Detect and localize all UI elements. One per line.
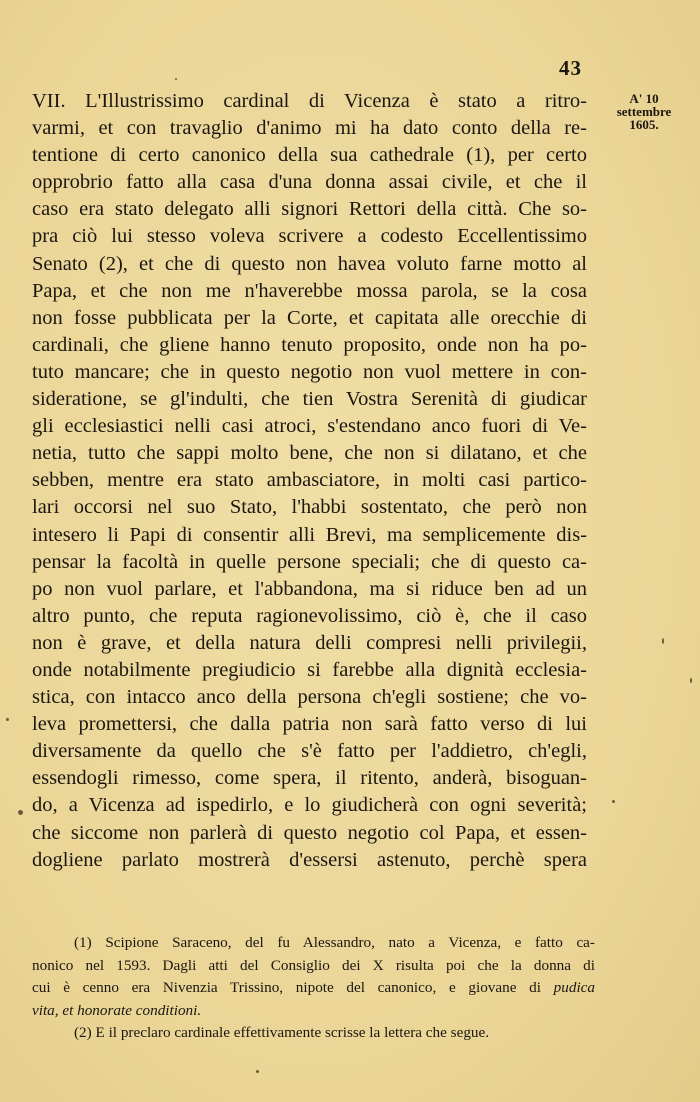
- footnotes: [32, 932, 595, 1045]
- body-line: cardinali, che gliene hanno tenuto proposito, onde non ha po-: [32, 333, 587, 356]
- body-line: pra ciò lui stesso voleva scrivere a codesto Eccellentissimo: [32, 225, 587, 248]
- footnote-1-italic: pudica: [553, 979, 595, 996]
- body-line: essendogli rimesso, come spera, il ritento, anderà, bisoguan-: [32, 767, 587, 790]
- margin-note-line: 1605.: [629, 117, 659, 132]
- body-line: Papa, et che non me n'haverebbe mossa parola, se la cosa: [32, 279, 587, 302]
- body-line: intesero li Papi di consentir alli Brevi, ma semplicemente dis-: [32, 523, 587, 546]
- margin-note-line: A' 10: [629, 91, 659, 106]
- margin-note-date: [594, 92, 694, 131]
- paper-speck: [690, 678, 692, 683]
- footnote-1-line: [32, 1000, 595, 1023]
- paper-speck: [6, 718, 9, 721]
- footnote-1-line: (1) Scipione Saraceno, del fu Alessandro, nato a Vicenza, e fatto ca-: [74, 934, 595, 951]
- body-line: sideratione, se gl'indulti, che tien Vostra Serenità di giudicar: [32, 388, 587, 411]
- body-line: netia, tutto che sappi molto bene, che non si dilatano, et che: [32, 442, 587, 465]
- body-line: diversamente da quello che s'è fatto per l'addietro, ch'egli,: [32, 740, 587, 763]
- body-line: sebben, mentre era stato ambasciatore, in molti casi partico-: [32, 469, 587, 492]
- footnote-1-line: [32, 977, 595, 1000]
- body-line: tentione di certo canonico della sua cathedrale (1), per certo: [32, 144, 587, 167]
- body-line: leva promettersi, che dalla patria non sarà fatto verso di lui: [32, 713, 587, 736]
- body-line: gli ecclesiastici nelli casi atroci, s'estendano anco fuori di Ve-: [32, 415, 587, 438]
- body-line: do, a Vicenza ad ispedirlo, e lo giudicherà con ogni severità;: [32, 794, 587, 817]
- body-line: non fosse pubblicata per la Corte, et capitata alle orecchie di: [32, 306, 587, 329]
- paper-speck: [18, 810, 23, 815]
- body-line: po non vuol parlare, et l'abbandona, ma si riduce ben ad un: [32, 577, 587, 600]
- footnote-1-text: cui è cenno era Nivenzia Trissino, nipote del canonico, e giovane di: [32, 979, 554, 996]
- body-line: caso era stato delegato alli signori Rettori della città. Che so-: [32, 198, 587, 221]
- body-line: onde notabilmente pregiudicio si farebbe alla dignità ecclesia-: [32, 658, 587, 681]
- body-line: stica, con intacco anco della persona ch'egli sostiene; che vo-: [32, 686, 587, 709]
- body-line: pensar la facoltà in quelle persone speciali; che di questo ca-: [32, 550, 587, 573]
- footnote-1-line: nonico nel 1593. Dagli atti del Consiglio dei X risulta poi che la donna di: [32, 956, 595, 974]
- body-line: varmi, et con travaglio d'animo mi ha dato conto della re-: [32, 117, 587, 140]
- body-line: tuto mancare; che in questo negotio non vuol mettere in con-: [32, 360, 587, 383]
- body-line: opprobrio fatto alla casa d'una donna assai civile, et che il: [32, 171, 587, 194]
- body-line: non è grave, et della natura delli compresi nelli privilegii,: [32, 631, 587, 654]
- footnote-1-italic: vita, et honorate conditioni.: [32, 1001, 202, 1019]
- margin-note-line: settembre: [616, 104, 672, 119]
- paper-speck: [175, 78, 177, 80]
- body-line: Senato (2), et che di questo non havea voluto farne motto al: [32, 252, 587, 275]
- body-line: VII. L'Illustrissimo cardinal di Vicenza è stato a ritro-: [32, 90, 587, 112]
- paper-speck: [662, 638, 664, 644]
- paper-speck: [256, 1070, 259, 1073]
- body-line: dogliene parlato mostrerà d'essersi astenuto, perchè spera: [32, 848, 587, 871]
- body-line: altro punto, che reputa ragionevolissimo, ciò è, che il caso: [32, 604, 587, 627]
- body-line: lari occorsi nel suo Stato, l'habbi sostentato, che però non: [32, 496, 587, 519]
- body-line: che siccome non parlerà di questo negotio col Papa, et essen-: [32, 821, 587, 844]
- page-number: 43: [559, 56, 582, 80]
- body-text: [32, 88, 587, 874]
- footnote-2: (2) E il preclaro cardinale effettivamente scrisse la lettera che segue.: [74, 1024, 490, 1041]
- paper-speck: [612, 800, 615, 803]
